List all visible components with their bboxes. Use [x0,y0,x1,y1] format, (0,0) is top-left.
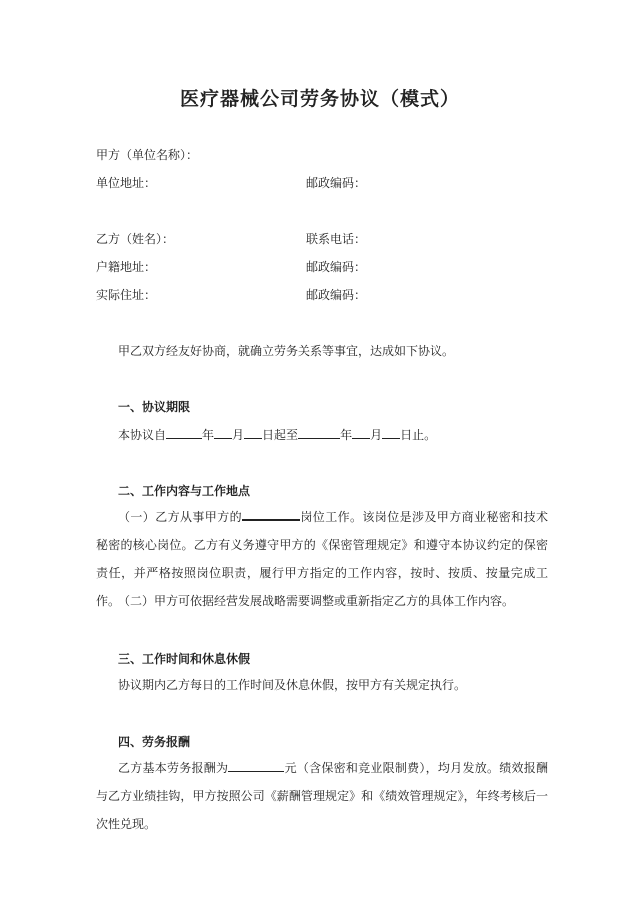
salary-amount-blank[interactable] [228,759,284,772]
party-a-address-label: 单位地址： [96,176,157,190]
section-1-heading: 一、协议期限 [118,400,191,414]
section-2-paragraph-2: （二）甲方可依据经营发展战略需要调整或重新指定乙方的具体工作内容。 [118,594,515,608]
term-end-month-label: 月 [370,428,383,442]
party-b-name-label: 乙方（姓名）： [96,232,175,246]
start-month-blank[interactable] [214,426,232,439]
term-until-label: 日起至 [262,428,299,442]
term-from-label: 本协议自 [118,428,167,442]
party-a-name-label: 甲方（单位名称）： [96,148,199,162]
party-b-residence-postal-label: 邮政编码： [306,288,367,302]
section-3-paragraph-1: 协议期内乙方每日的工作时间及休息休假，按甲方有关规定执行。 [118,678,467,692]
party-b-residence-label: 实际住址： [96,288,157,302]
position-intro-text: （一）乙方从事甲方的 [118,510,242,524]
section-2-heading: 二、工作内容与工作地点 [118,484,251,498]
start-year-blank[interactable] [166,426,202,439]
end-year-blank[interactable] [298,426,340,439]
section-1-term-line [118,426,436,443]
party-b-household-postal-label: 邮政编码： [306,260,367,274]
end-month-blank[interactable] [352,426,370,439]
position-blank[interactable] [242,507,300,521]
party-b-household-label: 户籍地址： [96,260,157,274]
section-4-heading: 四、劳务报酬 [118,735,191,749]
party-b-phone-label: 联系电话： [306,232,367,246]
salary-description-text: 元（含保密和竞业限制费），均月发放。绩效报酬与乙方业绩挂钩，甲方按照公司《薪酬管理规定》和《绩效管理规定》，年终考核后一次性兑现。 [96,761,548,831]
position-description-text: 岗位工作。该岗位是涉及甲方商业秘密和技术秘密的核心岗位。乙方有义务遵守甲方的《保密管理规定》和遵守本协议约定的保密责任，并严格按照岗位职责，履行甲方指定的工作内容，按时、按质、按量完成工作。 [96,510,548,608]
section-3-heading: 三、工作时间和休息休假 [118,652,251,666]
party-a-postal-label: 邮政编码： [306,176,367,190]
intro-text: 甲乙双方经友好协商，就确立劳务关系等事宜，达成如下协议。 [118,344,455,358]
term-month-label: 月 [232,428,245,442]
term-end-label: 日止。 [400,428,437,442]
section-4-paragraph-1 [96,754,548,838]
start-day-blank[interactable] [244,426,262,439]
end-day-blank[interactable] [382,426,400,439]
page-title: 医疗器械公司劳务协议（模式） [179,88,460,110]
salary-intro-text: 乙方基本劳务报酬为 [118,761,229,775]
term-end-year-label: 年 [340,428,353,442]
term-year-label: 年 [202,428,215,442]
